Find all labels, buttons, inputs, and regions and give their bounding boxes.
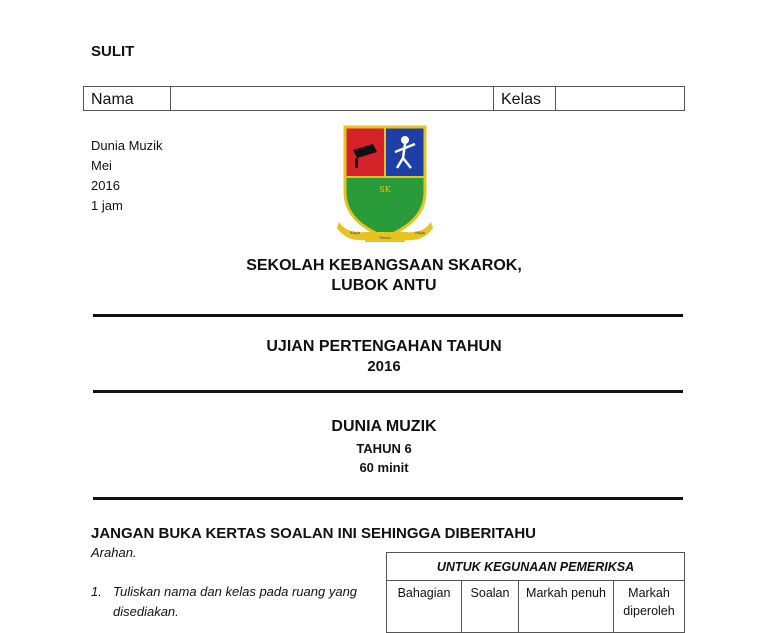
meta-year: 2016	[91, 178, 120, 193]
meta-subject: Dunia Muzik	[91, 138, 163, 153]
class-field[interactable]	[556, 87, 684, 110]
svg-text:Maju: Maju	[415, 230, 426, 235]
divider-rule	[93, 314, 683, 317]
school-name: SEKOLAH KEBANGSAAN SKAROK,	[246, 257, 522, 274]
divider-rule	[93, 390, 683, 393]
paper-subject: DUNIA MUZIK	[331, 418, 437, 435]
examiner-table-title: UNTUK KEGUNAAN PEMERIKSA	[387, 553, 685, 581]
warning-text: JANGAN BUKA KERTAS SOALAN INI SEHINGGA DIBERITAHU	[91, 525, 537, 542]
exam-title: UJIAN PERTENGAHAN TAHUN	[266, 338, 502, 355]
crest-initials: SK	[379, 185, 391, 194]
col-markah-penuh: Markah penuh	[519, 581, 614, 633]
school-crest-logo	[335, 122, 435, 247]
paper-duration: 60 minit	[359, 460, 409, 475]
meta-duration: 1 jam	[91, 198, 123, 213]
classification-label: SULIT	[91, 43, 135, 60]
name-label: Nama	[84, 87, 171, 110]
name-class-table	[83, 86, 685, 111]
instruction-number: 1.	[91, 584, 102, 599]
class-label: Kelas	[494, 87, 556, 110]
meta-month: Mei	[91, 158, 112, 173]
divider-rule	[93, 497, 683, 500]
instruction-text: Tuliskan nama dan kelas pada ruang yang disediakan.	[113, 584, 358, 619]
svg-text:Terus: Terus	[379, 235, 391, 240]
col-markah-diperoleh: Markah diperoleh	[614, 581, 685, 633]
instructions-heading: Arahan.	[91, 545, 137, 560]
school-location: LUBOK ANTU	[331, 277, 437, 294]
examiner-table	[386, 552, 685, 633]
paper-level: TAHUN 6	[356, 441, 412, 456]
paper-meta	[91, 136, 163, 216]
name-field[interactable]	[171, 87, 494, 110]
col-soalan: Soalan	[462, 581, 519, 633]
exam-year: 2016	[367, 358, 401, 375]
col-bahagian: Bahagian	[387, 581, 462, 633]
svg-text:Maju: Maju	[350, 230, 361, 235]
